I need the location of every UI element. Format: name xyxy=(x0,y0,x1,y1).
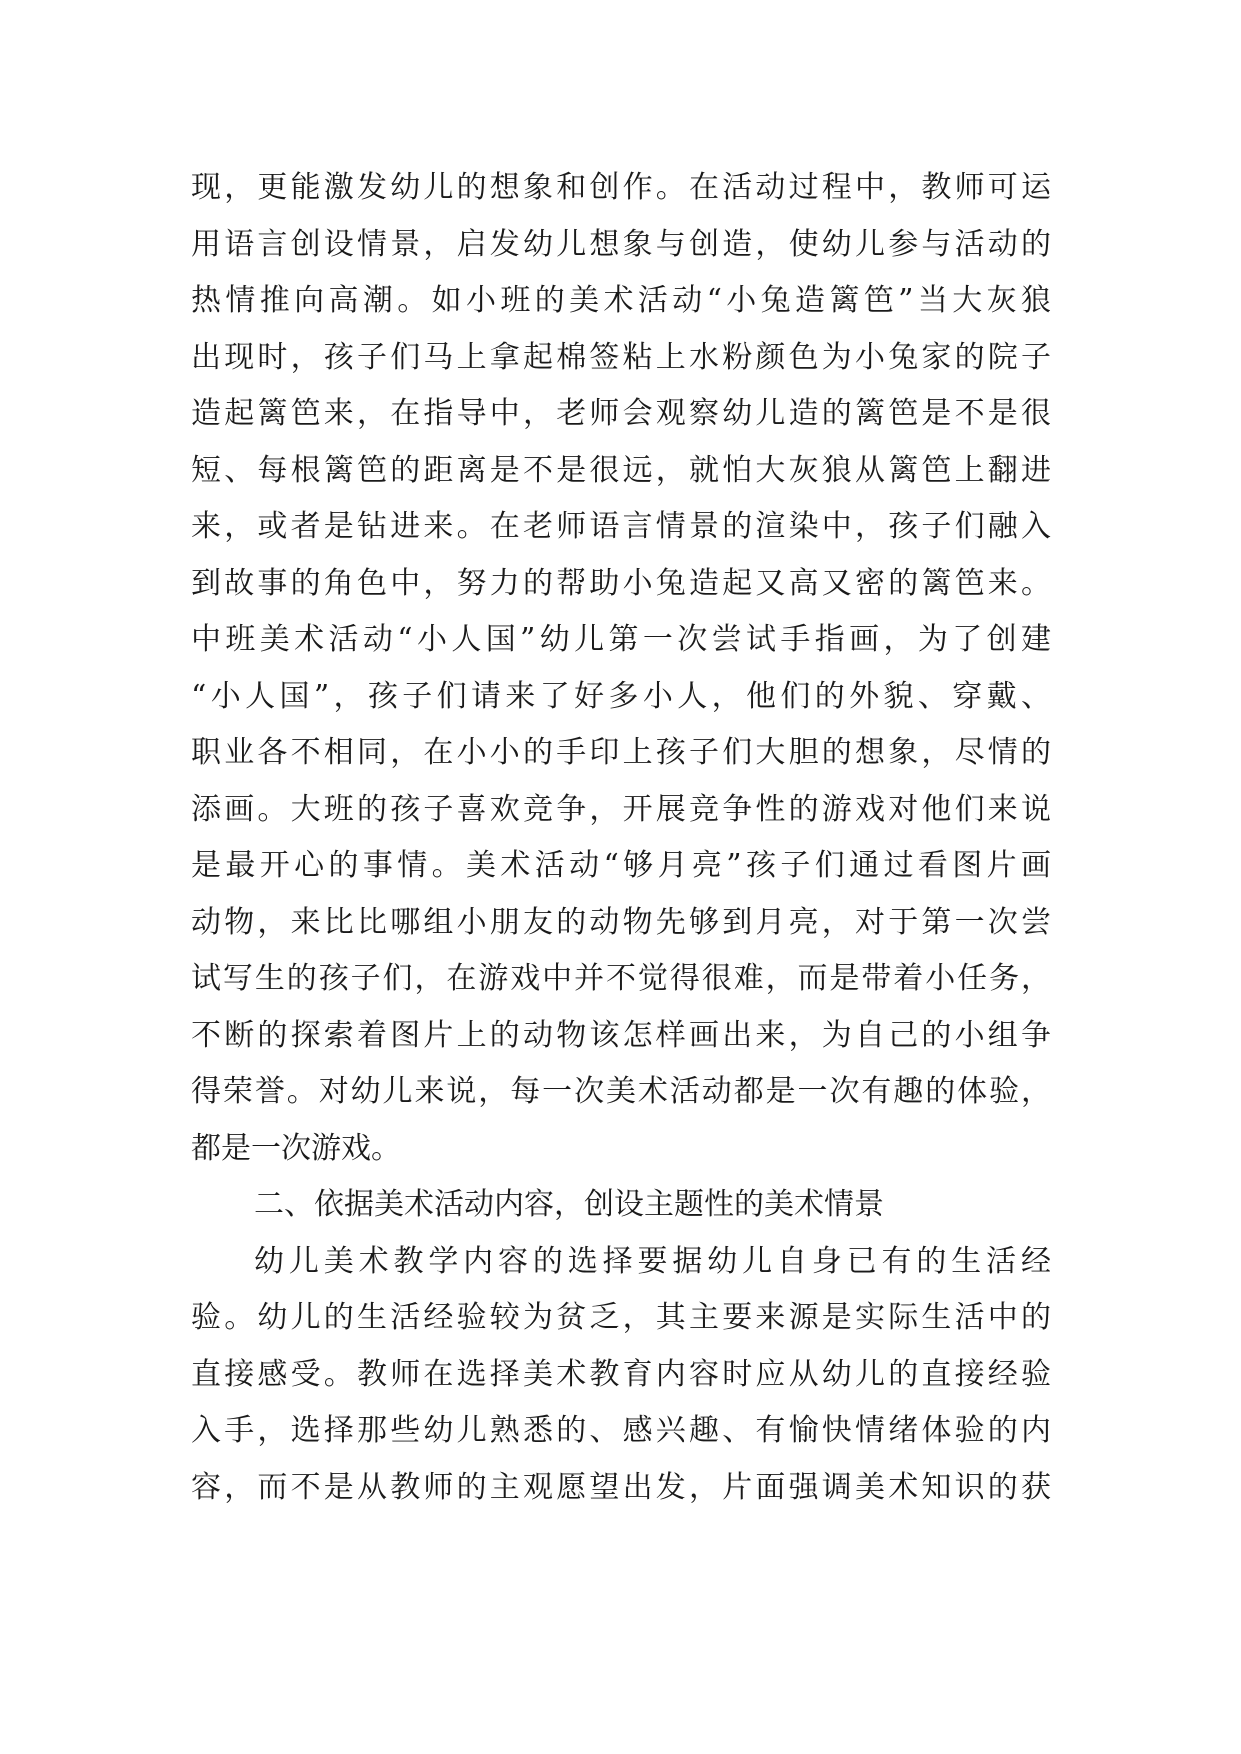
text-line: 都是一次游戏。 xyxy=(191,1130,401,1166)
text-line: 现，更能激发幼儿的想象和创作。在活动过程中，教师可运 xyxy=(191,170,1051,205)
text-line: 试写生的孩子们，在游戏中并不觉得很难，而是带着小任务， xyxy=(191,961,1051,996)
text-line: 添画。大班的孩子喜欢竞争，开展竞争性的游戏对他们来说 xyxy=(191,791,1051,827)
text-line: 动物，来比比哪组小朋友的动物先够到月亮，对于第一次尝 xyxy=(191,904,1051,940)
text-line: 中班美术活动“小人国”幼儿第一次尝试手指画，为了创建 xyxy=(191,622,1051,657)
text-line: 出现时，孩子们马上拿起棉签粘上水粉颜色为小兔家的院子 xyxy=(191,339,1051,375)
text-line: 到故事的角色中，努力的帮助小兔造起又高又密的篱笆来。 xyxy=(191,565,1051,601)
text-line: 是最开心的事情。美术活动“够月亮”孩子们通过看图片画 xyxy=(191,848,1051,883)
text-line: 短、每根篱笆的距离是不是很远，就怕大灰狼从篱笆上翻进 xyxy=(191,452,1051,488)
text-line: 验。幼儿的生活经验较为贫乏，其主要来源是实际生活中的 xyxy=(191,1300,1051,1335)
text-line: 造起篱笆来，在指导中，老师会观察幼儿造的篱笆是不是很 xyxy=(191,396,1051,431)
text-line: 热情推向高潮。如小班的美术活动“小兔造篱笆”当大灰狼 xyxy=(191,283,1051,318)
text-line: 容，而不是从教师的主观愿望出发，片面强调美术知识的获 xyxy=(191,1469,1051,1505)
text-line: 职业各不相同，在小小的手印上孩子们大胆的想象，尽情的 xyxy=(191,735,1051,770)
text-line: 直接感受。教师在选择美术教育内容时应从幼儿的直接经验 xyxy=(191,1356,1051,1392)
text-line: 幼儿美术教学内容的选择要据幼儿自身已有的生活经 xyxy=(254,1243,1051,1279)
text-line: “小人国”，孩子们请来了好多小人，他们的外貌、穿戴、 xyxy=(191,678,1051,714)
section-heading: 二、依据美术活动内容，创设主题性的美术情景 xyxy=(254,1187,884,1222)
text-line: 得荣誉。对幼儿来说，每一次美术活动都是一次有趣的体验， xyxy=(191,1074,1051,1109)
text-line: 来，或者是钻进来。在老师语言情景的渲染中，孩子们融入 xyxy=(191,509,1051,544)
text-line: 用语言创设情景，启发幼儿想象与创造，使幼儿参与活动的 xyxy=(191,226,1051,262)
body-text xyxy=(191,160,1051,1516)
text-line: 不断的探索着图片上的动物该怎样画出来，为自己的小组争 xyxy=(191,1017,1051,1053)
text-line: 入手，选择那些幼儿熟悉的、感兴趣、有愉快情绪体验的内 xyxy=(191,1413,1051,1448)
